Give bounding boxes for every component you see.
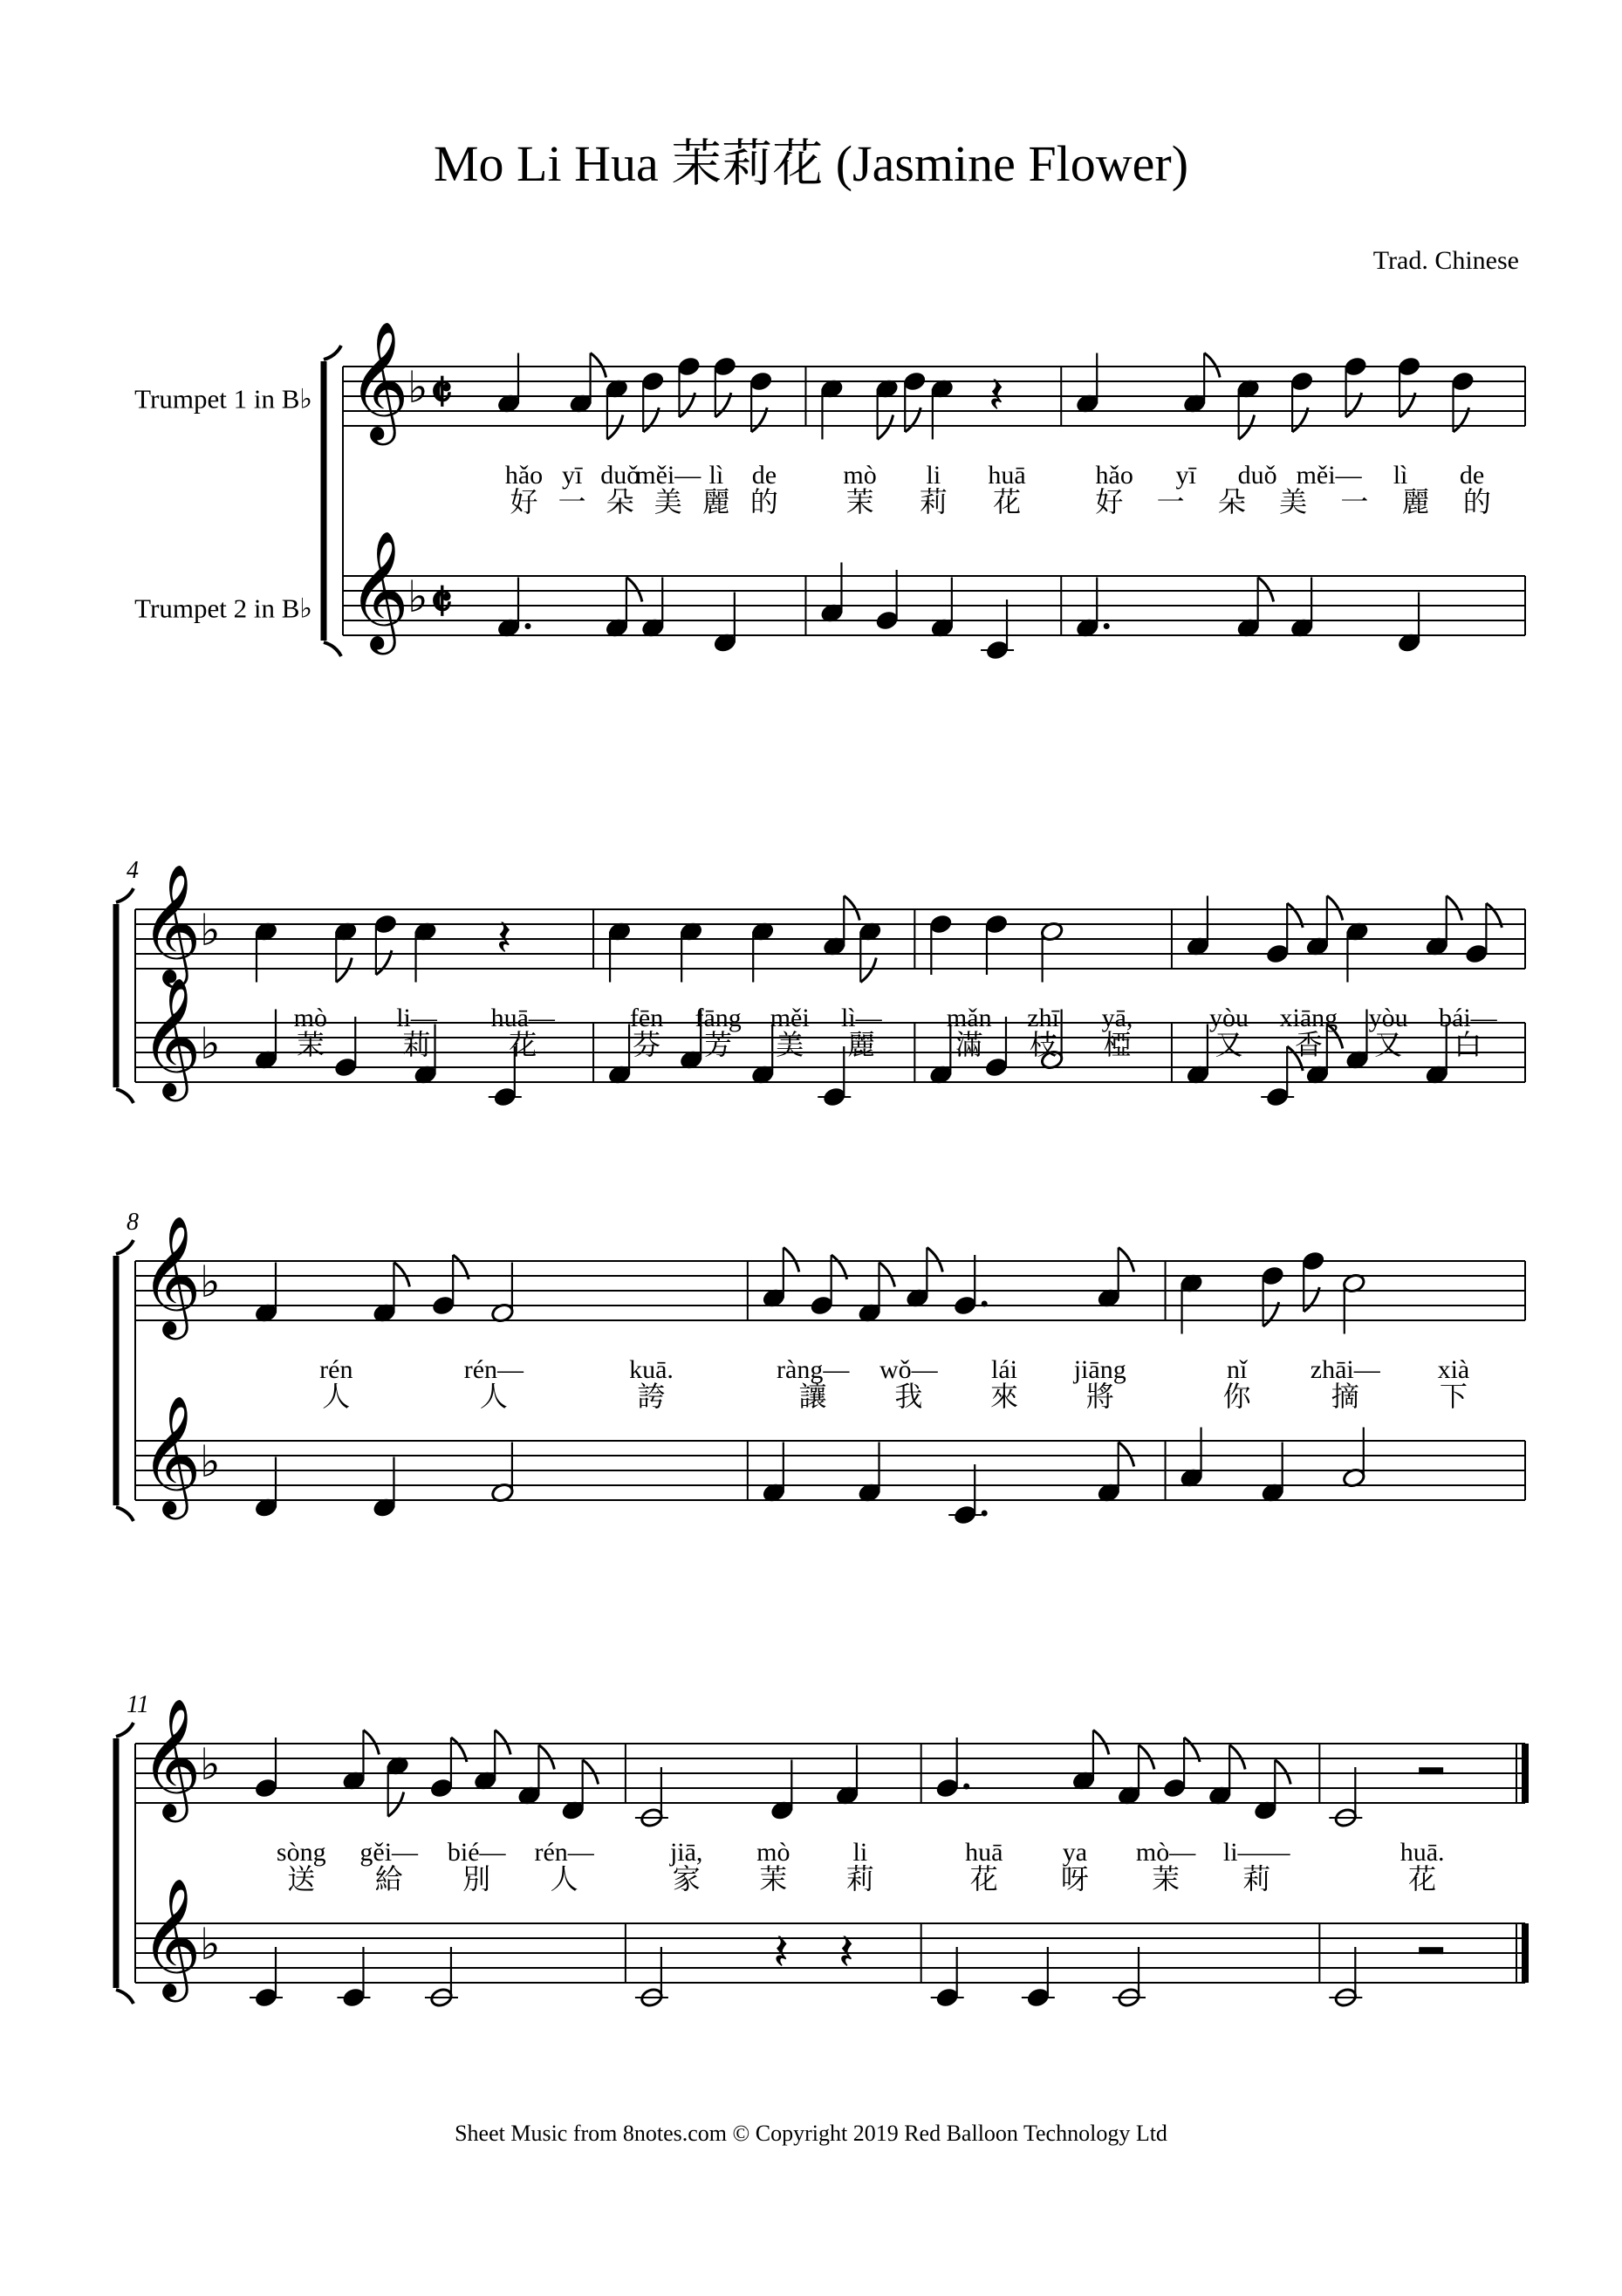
lyric-hanzi: 又 [1374, 1028, 1403, 1061]
flat-icon: ♭ [200, 1436, 221, 1486]
lyric-pinyin: duǒ [1237, 461, 1277, 490]
notehead [749, 371, 773, 392]
bracket-top [116, 888, 133, 902]
lyric-hanzi: 下 [1439, 1380, 1468, 1413]
flat-icon: ♭ [200, 1018, 221, 1068]
notehead [373, 914, 398, 935]
lyric-hanzi: 朵 [606, 485, 634, 518]
notehead [429, 1778, 454, 1799]
flat-icon: ♭ [200, 1739, 221, 1789]
lyric-hanzi: 麗 [701, 485, 730, 518]
bracket-top [116, 1240, 133, 1254]
dot [1104, 623, 1110, 629]
lyric-hanzi: 美 [654, 485, 682, 518]
notehead [1465, 943, 1489, 964]
lyric-hanzi: 來 [990, 1380, 1019, 1413]
lyric-pinyin: huā [965, 1838, 1003, 1867]
lyric-pinyin: yī [561, 461, 583, 490]
measure-number: 4 [127, 857, 139, 884]
flag [388, 1792, 404, 1817]
treble-clef-icon: 𝄞 [348, 324, 409, 439]
notehead [928, 914, 953, 935]
lyric-pinyin: hǎo [1095, 461, 1133, 490]
time-signature-icon: 𝄵 [430, 573, 453, 631]
notehead [1397, 356, 1421, 377]
notehead [1301, 1251, 1325, 1271]
lyric-hanzi: 人 [322, 1380, 351, 1413]
staff-trumpet-1 [135, 1261, 1525, 1320]
flag [363, 1731, 379, 1755]
bracket-bottom [116, 1990, 133, 2004]
dot [963, 1784, 969, 1790]
lyric-hanzi: 花 [509, 1028, 537, 1061]
lyric-pinyin: yī [1175, 461, 1196, 490]
lyric-pinyin: fāng [695, 1004, 742, 1032]
lyric-pinyin: lì— [840, 1004, 882, 1032]
quarter-rest-icon: 𝄽 [838, 1923, 854, 1981]
lyric-hanzi: 送 [287, 1862, 316, 1895]
lyric-pinyin: wǒ— [879, 1355, 938, 1384]
flag [1204, 353, 1220, 378]
lyric-hanzi: 茉 [1152, 1862, 1181, 1895]
lyric-pinyin: li [852, 1838, 868, 1867]
flag [1119, 1248, 1134, 1272]
notehead [640, 371, 665, 392]
flag [626, 578, 642, 602]
lyric-pinyin: zhī [1027, 1004, 1059, 1032]
quarter-rest-icon: 𝄽 [496, 909, 512, 967]
lyric-hanzi: 一 [558, 485, 586, 518]
lyric-pinyin: yòu [1368, 1004, 1408, 1032]
notehead [333, 1057, 358, 1078]
lyric-pinyin: hǎo [504, 461, 544, 490]
lyric-pinyin: gěi— [359, 1838, 419, 1867]
lyric-hanzi: 我 [894, 1380, 923, 1413]
lyric-pinyin: zhāi— [1310, 1355, 1380, 1384]
lyric-pinyin: fēn [629, 1004, 664, 1032]
flag [844, 896, 859, 921]
lyric-hanzi: 莉 [402, 1028, 431, 1061]
flat-icon: ♭ [407, 362, 428, 412]
bracket-top [116, 1723, 133, 1737]
lyric-pinyin: ya [1062, 1838, 1088, 1867]
lyric-pinyin: lì [708, 461, 724, 490]
lyric-hanzi: 麗 [847, 1028, 876, 1061]
flag [1119, 1443, 1134, 1467]
notehead [810, 1295, 834, 1316]
notehead [902, 371, 927, 392]
notehead [1162, 1778, 1187, 1799]
lyric-pinyin: sòng [276, 1838, 326, 1867]
lyric-hanzi: 的 [1462, 485, 1491, 518]
dot [525, 623, 531, 629]
lyric-hanzi: 呀 [1060, 1862, 1089, 1895]
lyric-hanzi: 讓 [798, 1380, 827, 1413]
dot [982, 1301, 988, 1307]
lyric-hanzi: 美 [1279, 485, 1308, 518]
measure-number: 8 [127, 1209, 139, 1236]
lyric-hanzi: 滿 [955, 1028, 983, 1061]
treble-clef-icon: 𝄞 [140, 1881, 202, 1996]
treble-clef-icon: 𝄞 [140, 1701, 202, 1816]
lyric-hanzi: 茉 [759, 1862, 788, 1895]
treble-clef-icon: 𝄞 [348, 533, 409, 648]
lyric-hanzi: 茉 [296, 1028, 325, 1061]
lyric-pinyin: rén— [534, 1838, 594, 1867]
staff-trumpet-2 [135, 1923, 1525, 1983]
lyric-pinyin: měi— [635, 461, 701, 490]
flag [1139, 1745, 1154, 1770]
bracket-bottom [116, 1507, 133, 1521]
flag [1258, 578, 1274, 602]
flag [878, 415, 893, 440]
flag [1229, 1745, 1245, 1770]
treble-clef-icon: 𝄞 [140, 1218, 202, 1333]
half-rest-icon [1419, 1767, 1443, 1774]
lyric-pinyin: bái— [1439, 1004, 1497, 1032]
final-barline-thick [1522, 1923, 1529, 1983]
notehead [1261, 1265, 1285, 1286]
lyric-pinyin: mò [756, 1838, 790, 1867]
dot [982, 1511, 988, 1517]
measure-number: 11 [127, 1691, 149, 1718]
lyric-pinyin: kuā. [629, 1355, 674, 1384]
flag [1239, 415, 1255, 440]
lyric-pinyin: li [926, 461, 941, 490]
notehead [935, 1778, 960, 1799]
lyric-hanzi: 一 [1340, 485, 1369, 518]
lyric-pinyin: yòu [1209, 1004, 1249, 1032]
lyric-hanzi: 香 [1294, 1028, 1323, 1061]
lyric-hanzi: 摘 [1331, 1380, 1359, 1413]
lyric-hanzi: 麗 [1401, 485, 1430, 518]
lyric-pinyin: li— [396, 1004, 437, 1032]
lyric-pinyin: duǒ [600, 461, 640, 490]
notehead [953, 1295, 977, 1316]
lyric-pinyin: huā. [1400, 1838, 1445, 1867]
lyric-pinyin: mò— [1135, 1838, 1196, 1867]
lyric-hanzi: 茉 [845, 485, 874, 518]
lyric-hanzi: 莉 [845, 1862, 874, 1895]
lyric-hanzi: 別 [462, 1862, 491, 1895]
lyric-hanzi: 好 [1095, 485, 1124, 518]
lyric-pinyin: de [1459, 461, 1485, 490]
lyric-hanzi: 將 [1085, 1380, 1114, 1413]
flag [784, 1248, 799, 1272]
flag [538, 1745, 554, 1770]
notehead [1290, 371, 1314, 392]
lyric-hanzi: 人 [479, 1380, 508, 1413]
lyric-pinyin: měi— [1296, 461, 1362, 490]
lyric-hanzi: 美 [776, 1028, 804, 1061]
lyric-pinyin: rén [319, 1355, 353, 1384]
flag [583, 1760, 599, 1785]
flag [607, 415, 623, 440]
notehead [984, 1057, 1009, 1078]
quarter-rest-icon: 𝄽 [989, 367, 1004, 424]
time-signature-icon: 𝄵 [430, 364, 453, 422]
lyric-hanzi: 花 [969, 1862, 998, 1895]
lyric-hanzi: 又 [1215, 1028, 1243, 1061]
lyric-pinyin: de [751, 461, 777, 490]
staff-trumpet-1 [135, 1744, 1525, 1803]
staff-trumpet-2 [135, 1441, 1525, 1500]
lyric-pinyin: ràng— [777, 1355, 850, 1384]
flat-icon: ♭ [407, 572, 428, 621]
lyric-pinyin: jiā, [669, 1838, 703, 1867]
lyric-hanzi: 的 [749, 485, 778, 518]
bracket-top [324, 346, 341, 360]
notehead [984, 914, 1009, 935]
lyric-hanzi: 椏 [1103, 1028, 1132, 1061]
lyric-hanzi: 芳 [704, 1028, 733, 1061]
bracket-bottom [116, 1089, 133, 1103]
lyric-hanzi: 家 [672, 1862, 701, 1895]
flag [879, 1263, 895, 1287]
lyric-hanzi: 芬 [633, 1028, 661, 1061]
lyric-pinyin: lái [991, 1355, 1018, 1384]
flag [860, 958, 876, 983]
lyric-hanzi: 莉 [1242, 1862, 1271, 1895]
lyric-pinyin: li—— [1222, 1838, 1290, 1867]
bracket-bottom [324, 642, 341, 656]
lyric-pinyin: yā, [1101, 1004, 1133, 1032]
instrument-label-trumpet-1: Trumpet 1 in B♭ [134, 383, 312, 415]
flag [1275, 1760, 1290, 1785]
notehead [1265, 943, 1290, 964]
notehead [431, 1295, 455, 1316]
instrument-label-trumpet-2: Trumpet 2 in B♭ [134, 593, 312, 624]
final-barline-thick [1522, 1744, 1529, 1803]
flag [927, 1248, 942, 1272]
lyric-hanzi: 花 [1408, 1862, 1437, 1895]
quarter-rest-icon: 𝄽 [773, 1923, 790, 1981]
flag [591, 353, 606, 378]
flat-icon: ♭ [200, 905, 221, 955]
lyric-pinyin: jiāng [1073, 1355, 1126, 1384]
treble-clef-icon: 𝄞 [140, 980, 202, 1095]
composer-credit: Trad. Chinese [1372, 246, 1519, 275]
lyric-hanzi: 誇 [637, 1380, 666, 1413]
notehead [1344, 356, 1368, 377]
lyric-hanzi: 你 [1222, 1380, 1251, 1413]
lyric-pinyin: mò [293, 1004, 328, 1032]
treble-clef-icon: 𝄞 [140, 1398, 202, 1513]
notehead [875, 610, 900, 631]
copyright-footer: Sheet Music from 8notes.com © Copyright 2019 Red Balloon Technology Ltd [455, 2121, 1167, 2146]
lyric-pinyin: huā— [490, 1004, 555, 1032]
lyric-hanzi: 一 [1156, 485, 1185, 518]
flag [1447, 896, 1462, 921]
notehead [713, 356, 737, 377]
flat-icon: ♭ [200, 1919, 221, 1969]
lyric-pinyin: rén— [463, 1355, 524, 1384]
lyric-hanzi: 枝 [1029, 1028, 1057, 1061]
notehead [254, 1778, 278, 1799]
notehead [677, 356, 701, 377]
lyric-pinyin: nǐ [1226, 1355, 1248, 1384]
treble-clef-icon: 𝄞 [140, 867, 202, 982]
flag [1327, 896, 1343, 921]
lyric-pinyin: mǎn [946, 1004, 992, 1032]
notehead [1451, 371, 1475, 392]
lyric-hanzi: 莉 [919, 485, 948, 518]
lyric-hanzi: 花 [993, 485, 1022, 518]
score-title: Mo Li Hua 茉莉花 (Jasmine Flower) [433, 135, 1189, 192]
lyric-pinyin: bié— [447, 1838, 506, 1867]
lyric-hanzi: 人 [550, 1862, 578, 1895]
lyric-hanzi: 好 [510, 485, 538, 518]
lyric-hanzi: 白 [1454, 1028, 1482, 1061]
lyric-pinyin: lì [1393, 461, 1408, 490]
lyric-hanzi: 朵 [1217, 485, 1246, 518]
half-rest-icon [1419, 1947, 1443, 1954]
lyric-hanzi: 給 [374, 1862, 403, 1895]
flag [336, 958, 352, 983]
lyric-pinyin: xià [1437, 1355, 1470, 1384]
flag [1093, 1731, 1109, 1755]
flag [495, 1731, 510, 1755]
lyric-pinyin: měi [770, 1004, 810, 1032]
lyric-pinyin: mò [843, 461, 877, 490]
lyric-pinyin: xiāng [1279, 1004, 1338, 1032]
lyric-pinyin: huā [988, 461, 1026, 490]
flag [394, 1263, 409, 1287]
flat-icon: ♭ [200, 1257, 221, 1306]
